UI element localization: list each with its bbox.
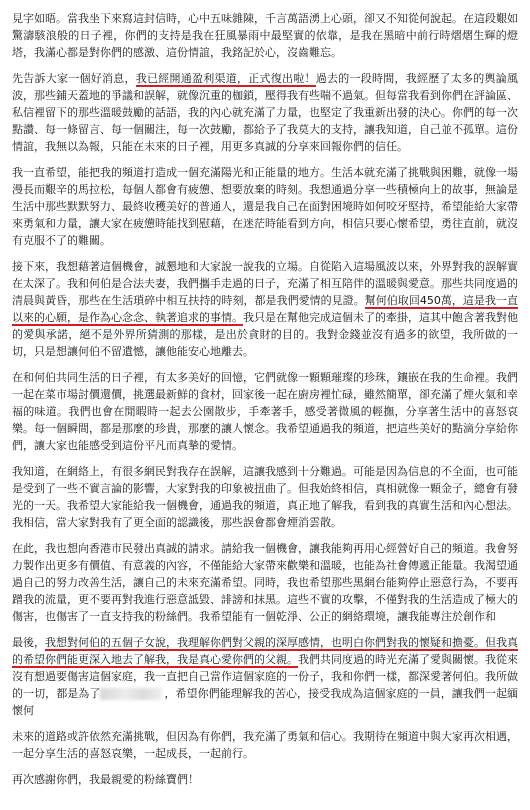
paragraph-text: 接下來，我想藉著這個機會，誠懇地和大家說一說我的立場。自從陷入這場風波以來，外界對我的誤解實在太深了。我和何伯是合法夫妻，我們攜手走過的日子，充滿了相互陪伴的溫暖與愛意。那些共同度過的清晨與黃昏，那些在生活瑣碎中相互扶持的時刻，都是我們愛情的見證。 bbox=[12, 260, 518, 307]
paragraph-text: 在和何伯共同生活的日子裡，有太多美好的回憶，它們就像一顆顆璀璨的珍珠，鑲嵌在我的生命裡。我們一起在菜市場討價還價，挑選最新鮮的食材，回家後一起在廚房裡忙碌，雖然簡單，卻充滿了煙火氣和幸福的味道。我們也會在閒暇時一起去公園散步，手牽著手，感受著微風的輕撫，分享著生活中的喜怒哀樂。每一個瞬間，都是那麼的珍貴，那麼的讓人懷念。我希望通過我的頻道，把這些美好的點滴分享給你們，讓大家也能感受到這份平凡而真摯的愛情。 bbox=[12, 371, 518, 452]
paragraph-text: 見字如晤。當我坐下來寫這封信時，心中五味雜陳，千言萬語湧上心頭，卻又不知從何說起。在這段艱如驚濤駭浪般的日子裡，你們的支持是我在狂風暴雨中最堅實的依靠，是我在黑暗中前行時熠熠生輝的燈塔，我滿心都是對你們的感激、這份情誼，我銘記於心，沒齒難忘。 bbox=[12, 12, 518, 59]
letter-paragraph bbox=[12, 164, 518, 249]
paragraph-text: 在此，我也想向香港市民發出真誠的請求。請給我一個機會，讓我能夠再用心經營好自己的頻道。我會努力製作出更多有價值、有意義的內容，不僅能給大家帶來歡樂和溫暖，也能為社會傳遞正能量。我渴望通過自己的努力改善生活，讓自己的未來充滿希望。同時，我也希望那些黑網台能夠停止惡意行為，不要再蹭我的流量，更不要再對我進行惡意詆毀、誹謗和抹黑。這些不實的攻擊，不僅對我的生活造成了極大的傷害，也傷害了一直支持我的粉絲們。我希望能有一個乾淨、公正的網絡環境，讓我能專注於創作和 bbox=[12, 542, 518, 623]
letter-paragraph bbox=[12, 369, 518, 454]
paragraph-text: 我只是在幫他完成這個未了的牽掛，這其中飽含著我對他的愛與承諾，絕不是外界所猜測的那樣，是出於貪財的目的。我對金錢並沒有過多的欲望，我所做的一切，只是想讓何伯不留遺憾，讓他能安心地離去。 bbox=[12, 311, 518, 358]
paragraph-text: 再次感謝你們，我最親愛的粉絲寶們！ bbox=[12, 773, 199, 786]
paragraph-text: 我們共同度過的時光充滿了愛與關懷。我從來沒有想過要傷害這個家庭，我一直把自己當作這個家庭的一份子，我和你們一樣，都深愛著何伯。我所做的一切，都是為了 bbox=[12, 653, 518, 700]
paragraph-text: 我一直希望，能把我的頻道打造成一個充滿陽光和正能量的地方。生活本就充滿了挑戰與困難，就像一場漫長而艱辛的馬拉松，每個人都會有疲憊、想要放棄的時刻。我想通過分享一些積極向上的故事，無論是生活中那些默默努力、最終收穫美好的普通人，還是我自己在面對困境時如何咬牙堅持，希望能給大家帶來勇氣和力量，讓大家在疲憊時能找到慰藉，在迷茫時能看到方向，相信只要心懷希望，勇往直前，就沒有克服不了的難關。 bbox=[12, 166, 518, 247]
letter-paragraph bbox=[12, 70, 518, 155]
paragraph-text: 先告訴大家一個好消息， bbox=[12, 72, 136, 85]
letter-paragraph bbox=[12, 10, 518, 61]
paragraph-text: 未來的道路或許依然充滿挑戰，但因為有你們，我充滿了勇氣和信心。我期待在頻道中與大家再次相遇，一起分享生活的喜怒哀樂，一起成長，一起前行。 bbox=[12, 730, 518, 760]
paragraph-text: 最後， bbox=[12, 636, 45, 649]
highlighted-text: 我已經開通盈利渠道，正式復出啦！ bbox=[135, 72, 316, 85]
paragraph-text: 我知道，在網絡上，有很多網民對我存在誤解，這讓我感到十分難過。可能是因為信息的不全面，也可能是受到了一些不實言論的影響，大家對我的印象被扭曲了。但我始終相信，真相就像一顆金子，總會有發光的一天。我希望大家能給我一個機會，通過我的頻道，真正地了解我，看到我的真實生活和內心想法。我相信，當大家對我有了更全面的認識後，那些誤會都會煙消雲散。 bbox=[12, 465, 518, 529]
highlighted-text: 我想對何伯的五個子女說，我理解你們對父親的深厚感情，也明白你們對我的懷疑和擔憂。但我真的希望你們能更深入地去了解我，我是真心愛你們的父親。 bbox=[12, 636, 518, 666]
paragraph-text: ，希望你們能理解我的苦心，接受我成為這個家庭的一員，讓我們一起緬懷何 bbox=[12, 687, 519, 717]
highlighted-text: 幫何伯取回450萬，這是我一直以來的心願，是作為心念念、執著追求的事情。 bbox=[12, 294, 519, 324]
letter-paragraph bbox=[12, 634, 518, 719]
letter-paragraph bbox=[12, 463, 518, 531]
letter-paragraph bbox=[12, 771, 518, 788]
paragraph-text: 過去的一段時間，我經歷了太多的輿論風波，那些鋪天蓋地的爭議和誤解，就像沉重的枷鎖，壓得我有些喘不過氣。但每當我看到你們在評論區、私信裡留下的那些溫暖鼓勵的話語，我的內心就充滿了力量，也堅定了我重新出發的決心。你們的每一次點讚、每一條留言、每一個關注，每一次鼓勵，都給予了我莫大的支持，讓我知道，自己並不孤單。這份情誼，我無以為報，只能在未來的日子裡，用更多真誠的分享來回報你們的信任。 bbox=[12, 72, 518, 153]
redacted-text bbox=[100, 688, 162, 700]
letter-paragraph bbox=[12, 258, 518, 360]
letter-paragraph bbox=[12, 540, 518, 625]
letter-paragraph bbox=[12, 728, 518, 762]
